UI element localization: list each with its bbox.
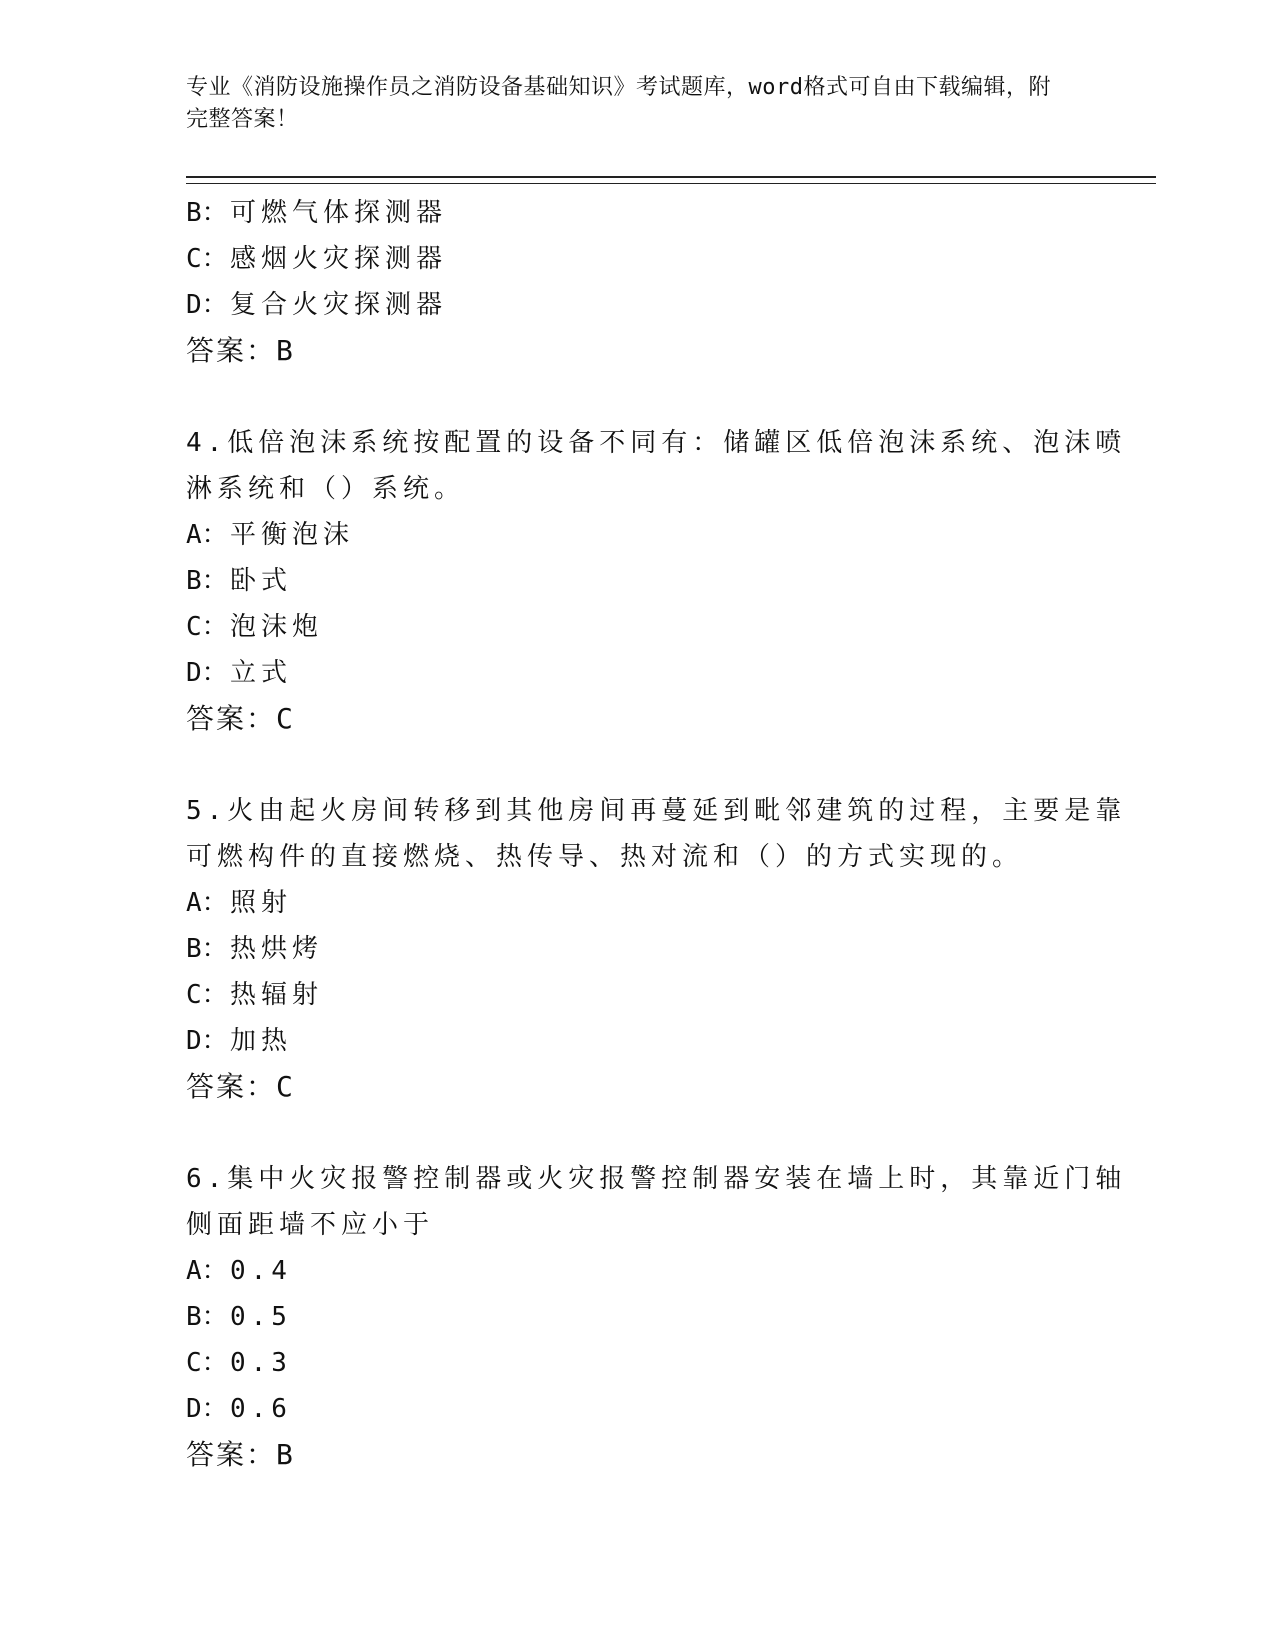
- option-b: B：卧式: [186, 566, 293, 596]
- question-stem-line: 侧面距墙不应小于: [186, 1210, 435, 1240]
- header-rule-thick: [186, 176, 1156, 178]
- option-b: B：可燃气体探测器: [186, 198, 448, 228]
- question-6: [186, 1156, 1127, 1478]
- question-5: [186, 788, 1127, 1110]
- question-content: [186, 190, 1127, 1478]
- option-a: A：平衡泡沫: [186, 520, 355, 550]
- header-rule-thin: [186, 183, 1156, 184]
- question-stem-line: 淋系统和（）系统。: [186, 474, 466, 504]
- option-c: C：泡沫炮: [186, 612, 324, 642]
- question-4: [186, 420, 1127, 742]
- option-b: B：热烘烤: [186, 934, 324, 964]
- option-d: D：复合火灾探测器: [186, 290, 448, 320]
- question-stem-line: 可燃构件的直接燃烧、热传导、热对流和（）的方式实现的。: [186, 842, 1024, 872]
- question-3-continued: [186, 190, 1086, 374]
- option-b: B：0.5: [186, 1302, 292, 1332]
- option-c: C：热辐射: [186, 980, 324, 1010]
- question-stem-line: 5.火由起火房间转移到其他房间再蔓延到毗邻建筑的过程，主要是靠: [186, 796, 1127, 826]
- option-c: C：感烟火灾探测器: [186, 244, 448, 274]
- answer: 答案：B: [186, 1438, 295, 1471]
- question-stem-line: 4.低倍泡沫系统按配置的设备不同有：储罐区低倍泡沫系统、泡沫喷: [186, 428, 1127, 458]
- answer: 答案：B: [186, 334, 295, 367]
- question-stem-line: 6.集中火灾报警控制器或火灾报警控制器安装在墙上时，其靠近门轴: [186, 1164, 1127, 1194]
- option-d: D：加热: [186, 1026, 293, 1056]
- document-header: 专业《消防设施操作员之消防设备基础知识》考试题库，word格式可自由下载编辑，附完整答案！: [186, 75, 1051, 132]
- option-a: A：0.4: [186, 1256, 292, 1286]
- option-a: A：照射: [186, 888, 293, 918]
- option-d: D：0.6: [186, 1394, 292, 1424]
- option-c: C：0.3: [186, 1348, 292, 1378]
- answer: 答案：C: [186, 1070, 295, 1103]
- answer: 答案：C: [186, 702, 295, 735]
- option-d: D：立式: [186, 658, 293, 688]
